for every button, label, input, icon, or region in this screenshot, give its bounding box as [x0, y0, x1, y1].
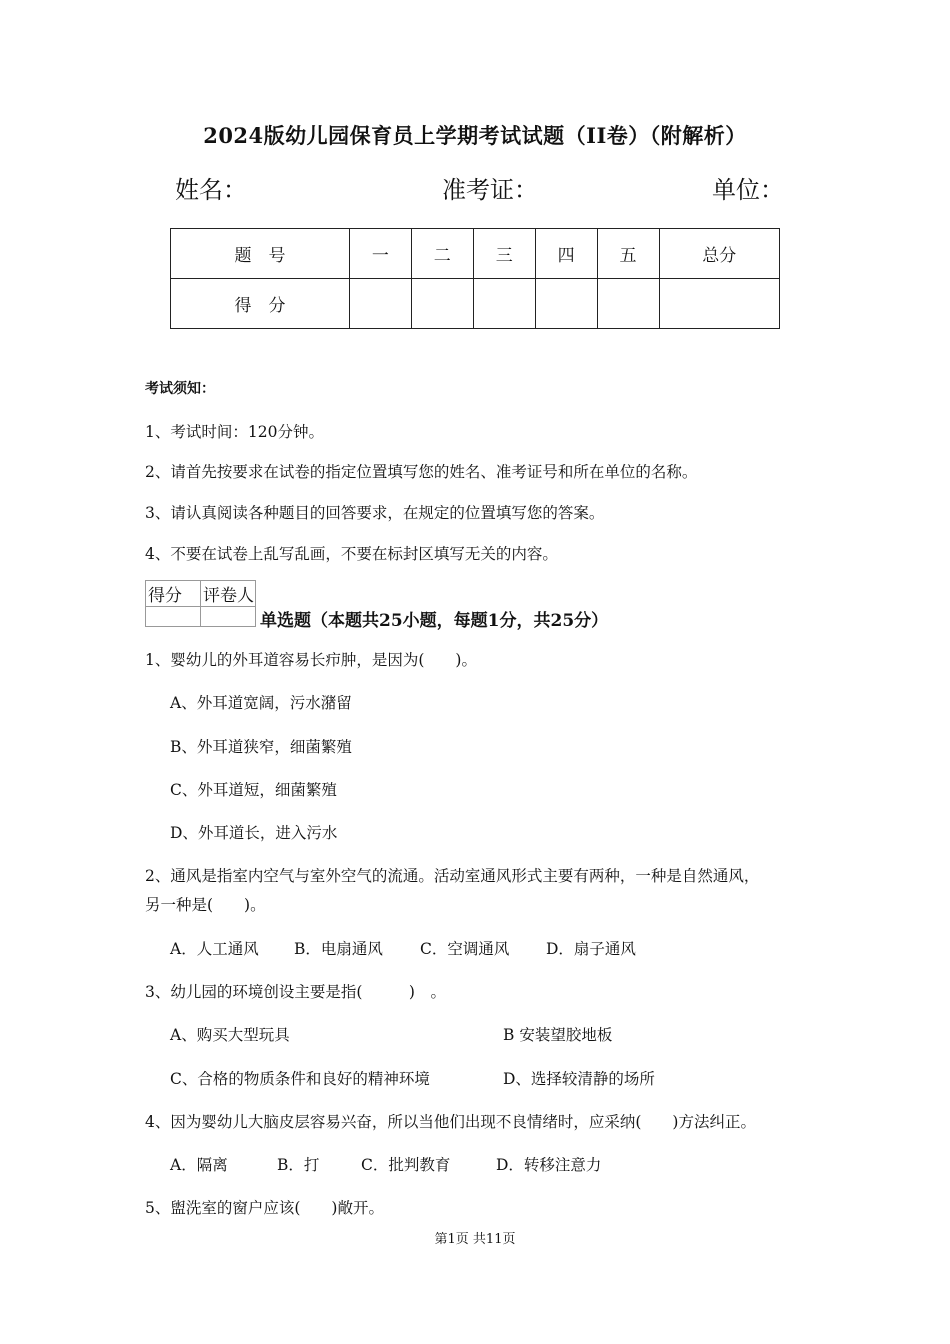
- notice-item: 3、请认真阅读各种题目的回答要求，在规定的位置填写您的答案。: [145, 504, 605, 522]
- answer-option: A、外耳道宽阔，污水潴留: [170, 694, 352, 712]
- score-table-cell: 二: [411, 229, 473, 279]
- answer-option: B．打: [277, 1156, 320, 1174]
- document-title: 2024版幼儿园保育员上学期考试试题（II卷）（附解析）: [203, 123, 747, 148]
- answer-option: D、外耳道长，进入污水: [170, 824, 338, 842]
- question-stem: 5、盥洗室的窗户应该( )敞开。: [145, 1199, 384, 1217]
- answer-option: C．空调通风: [420, 940, 510, 958]
- grader-box-score-label: 得分: [146, 581, 201, 607]
- page-footer: 第1页 共11页: [434, 1232, 516, 1247]
- answer-option: B、外耳道狭窄，细菌繁殖: [170, 738, 352, 756]
- score-input-cell[interactable]: [349, 279, 411, 329]
- grader-box-grader-label: 评卷人: [201, 581, 256, 607]
- score-table-cell: 总分: [659, 229, 779, 279]
- question-stem: 1、婴幼儿的外耳道容易长疖肿，是因为( )。: [145, 651, 477, 669]
- score-table: [170, 228, 780, 329]
- answer-option: A、购买大型玩具: [170, 1026, 290, 1044]
- notice-item: 1、考试时间：120分钟。: [145, 423, 324, 441]
- answer-option: B．电扇通风: [294, 940, 383, 958]
- score-table-cell: 一: [349, 229, 411, 279]
- answer-option: A．人工通风: [170, 940, 259, 958]
- grader-box-grader-cell[interactable]: [201, 607, 256, 627]
- score-input-cell[interactable]: [535, 279, 597, 329]
- section-title: 单选题（本题共25小题，每题1分，共25分）: [260, 611, 609, 631]
- score-table-cell: 三: [473, 229, 535, 279]
- answer-option: D．扇子通风: [546, 940, 636, 958]
- score-table-cell: 得 分: [171, 279, 350, 329]
- answer-option: A．隔离: [170, 1156, 228, 1174]
- notice-heading: 考试须知：: [145, 381, 215, 397]
- question-stem-continued: 另一种是( )。: [145, 896, 266, 914]
- notice-item: 2、请首先按要求在试卷的指定位置填写您的姓名、准考证号和所在单位的名称。: [145, 463, 698, 481]
- answer-option: D．转移注意力: [496, 1156, 602, 1174]
- answer-option: B 安装望胶地板: [503, 1026, 613, 1044]
- answer-option: D、选择较清静的场所: [503, 1070, 655, 1088]
- answer-option: C．批判教育: [361, 1156, 451, 1174]
- answer-option: C、外耳道短，细菌繁殖: [170, 781, 337, 799]
- score-table-header-row: [171, 229, 780, 279]
- score-input-cell[interactable]: [411, 279, 473, 329]
- name-field-label: 姓名：: [175, 176, 247, 204]
- score-input-cell[interactable]: [473, 279, 535, 329]
- notice-item: 4、不要在试卷上乱写乱画，不要在标封区填写无关的内容。: [145, 545, 558, 563]
- question-stem: 4、因为婴幼儿大脑皮层容易兴奋，所以当他们出现不良情绪时，应采纳( )方法纠正。: [145, 1113, 756, 1131]
- score-table-cell: 题 号: [171, 229, 350, 279]
- score-table-score-row: [171, 279, 780, 329]
- exam-id-field-label: 准考证：: [442, 176, 538, 204]
- grader-box: [145, 580, 256, 627]
- grader-box-score-cell[interactable]: [146, 607, 201, 627]
- score-input-cell[interactable]: [659, 279, 779, 329]
- unit-field-label: 单位：: [712, 176, 784, 204]
- question-stem: 3、幼儿园的环境创设主要是指( ) 。: [145, 983, 446, 1001]
- question-stem: 2、通风是指室内空气与室外空气的流通。活动室通风形式主要有两种，一种是自然通风，: [145, 867, 760, 885]
- score-table-cell: 五: [597, 229, 659, 279]
- answer-option: C、合格的物质条件和良好的精神环境: [170, 1070, 430, 1088]
- score-table-cell: 四: [535, 229, 597, 279]
- score-input-cell[interactable]: [597, 279, 659, 329]
